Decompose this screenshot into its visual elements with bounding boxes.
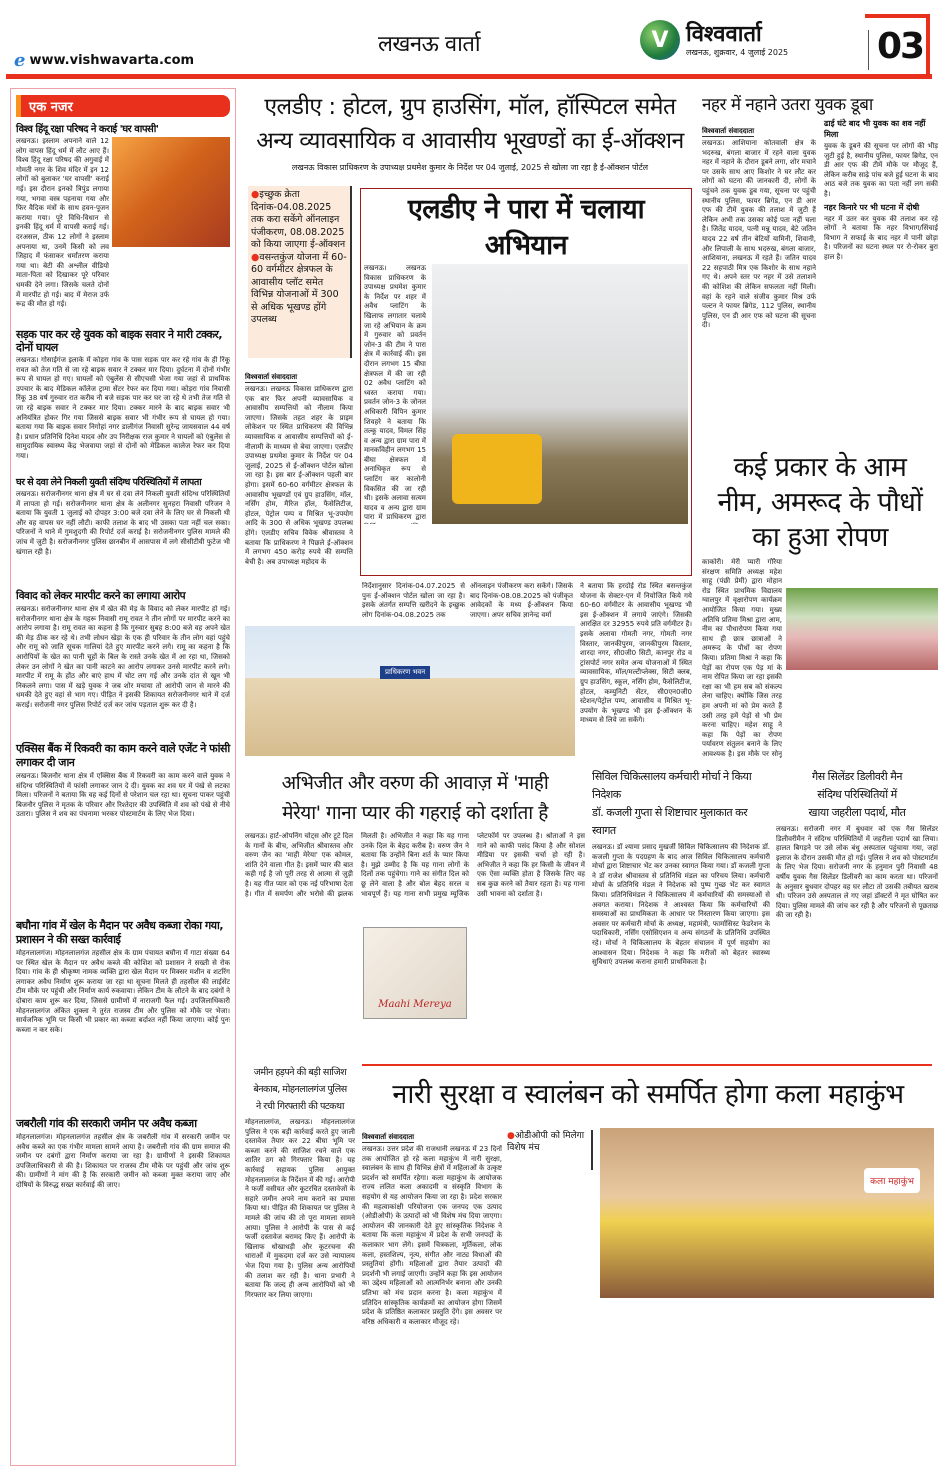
song-headline: अभिजीत और वरुण की आवाज़ में 'माही मेरेया' गाना प्यार की गहराई को दर्शाता है <box>281 772 549 824</box>
story-body: लखनऊ। सरोजनीनगर थाना क्षेत्र में घर से दवा लेने निकली युवती संदिग्ध परिस्थितियों में लापता हो गई। सरोजनीनगर थाना क्षेत्र के अलीनगर सुनहरा निवासी परिजन ने बताया कि युवती 1 जुलाई को दोपहर 3:00 बजे दवा लेने के लिए घर से निकली थी और वह वापस घर नहीं लौटी। काफी तलाश के बाद भी उसका पता नहीं चल सका। परिजनों ने थाने में गुमशुदगी की रिपोर्ट दर्ज कराई है। सरोजनीनगर पुलिस मामले की जांच में जुटी है। सरोजनीनगर पुलिस छानबीन में आसपास में लगे सीसीटीवी फुटेज भी खंगाल रही है। <box>16 490 230 556</box>
story-title: एक्सिस बैंक में रिकवरी का काम करने वाले एजेंट ने फांसी लगाकर दी जान <box>16 742 230 769</box>
highlight-item: ●इच्छुक क्रेता दिनांक-04.08.2025 तक करा सकेंगे ऑनलाइन पंजीकरण, 08.08.2025 को किया जाएगा ई-ऑक्शन <box>251 189 346 250</box>
drown-subhead: नहर किनारे पर भी घटना में दोषी <box>824 202 920 212</box>
song-story <box>245 832 585 1060</box>
lead-subtitle: लखनऊ विकास प्राधिकरण के उपाध्यक्ष प्रथमेश कुमार के निर्देश पर 04 जुलाई, 2025 से खोला जा रहा है ई-ऑक्शन पोर्टल <box>291 163 649 172</box>
plantation-body: काकोरी। मेरी प्यारी गौरैया संरक्षण समिति अध्यक्ष महेश साहू (पंछी प्रेमी) द्वारा मोहान रोड स्थित प्राथमिक विद्यालय ग्वालपुर में वृक्षारोपण कार्यक्रम आयोजित किया गया। मुख्य अतिथि प्रतिमा मिश्रा द्वारा आम, नीम का पौधारोपण किया गया साथ ही छात्र छात्राओं ने अमरूद के पौधों का रोपण किया। प्रतिमा मिश्रा ने कहा कि पेड़ों का रोपण एक पेड़ मां के नाम रोपित किया जा रहा इसकी रक्षा का भी हम सब को संकल्प लेना चाहिए। क्योंकि जिस तरह हम अपनी मां को प्रेम करते हैं उसी तरह हमें पेड़ों से भी प्रेम करना चाहिए। महेश साहू ने कहा कि पेड़ों का रोपण पर्यावरण संतुलन बनाने के लिए आवश्यक है। इस मौके पर सोनू <box>702 558 782 758</box>
story-title: विश्व हिंदू रक्षा परिषद ने कराई 'घर वापसी' <box>16 124 159 135</box>
brand-name: विश्ववार्ता <box>686 21 762 47</box>
story-body: मोहनलालगंज। मोहनलालगंज तहसील क्षेत्र के ग्राम पंचायत बघौना में गाटा संख्या 64 पर स्थित खेल के मैदान पर अवैध कब्जे की कोशिश को प्रशासन ने सख्ती से रोक दिया। गांव के ही श्रीकृष्ण नामक व्यक्ति द्वारा खेल मैदान पर मिक्सर मशीन व शटरिंग लगाकर अवैध निर्माण शुरू कराया जा रहा था सूचना मिलते ही तहसील की लाईसेंट टीम मौके पर पहुंची और निर्माण कार्य रुकवाया। लेकिन टीम के लौटने के बाद दबंगों ने दोबारा काम शुरू कर दिया, जिससे ग्रामीणों में नाराजगी फैल गई। उपजिलाधिकारी मोहनलालगंज अंकित शुक्ला ने तुरंत राजस्व टीम और पुलिस को मौके पर भेजा। सार्वजनिक भूमि पर किसी भी प्रकार का कब्जा बर्दाश्त नहीं किया जाएगा। कोई पुनः कब्जा न कर सके। <box>16 949 230 1034</box>
highlight-item: ●वसन्तकुंज योजना में 60-60 वर्गमीटर क्षेत्रफल के आवासीय प्लॉट समेत विभिन्न योजनाओं में 300 से अधिक भूखण्ड होंगे उपलब्ध <box>251 251 347 325</box>
civil-body: लखनऊ। डॉ श्यामा प्रसाद मुखर्जी सिविल चिकित्सालय की निदेशक डॉ. कजली गुप्ता के पदग्रहण के बाद आज सिविल चिकित्सालय कर्मचारी मोर्चा द्वारा शिष्टाचार भेंट कर उनका स्वागत किया गया। डॉ कजली गुप्ता ने डॉ राजेश श्रीवास्तव से प्रतिनिधि मंडल का परिचय लिया। कर्मचारी मोर्चा के प्रतिनिधि मंडल ने निदेशक को पुष्प गुच्छ भेंट कर स्वागत किया। प्रतिनिधिमंडल ने चिकित्सालय में कर्मचारियों की समस्याओं से अवगत कराया। निदेशक ने आश्वस्त किया कि कर्मचारियों की समस्याओं का प्राथमिकता के आधार पर निस्तारण किया जाएगा। इस अवसर पर कर्मचारी मोर्चा के अध्यक्ष, महामंत्री, फार्मासिस्ट फेडरेशन के पदाधिकारी, नर्सिंग एसोसिएशन व अन्य संगठनों के प्रतिनिधि उपस्थित रहे। मोर्चा ने चिकित्सालय के बेहतर संचालन में पूर्ण सहयोग का आश्वासन दिया। निदेशक ने कहा कि मरीजों को बेहतर स्वास्थ्य सुविधाएं उपलब्ध कराना हमारी प्राथमिकता है। <box>592 843 770 967</box>
plantation-headline: कई प्रकार के आम नीम, अमरूद के पौधों का हुआ रोपण <box>717 452 923 553</box>
story-body: मोहनलालगंज। मोहनलालगंज तहसील क्षेत्र के जबरौली गांव में सरकारी जमीन पर अवैध कब्जे का एक गंभीर मामला सामने आया है। जबरौली गांव की ग्राम समाज की जमीन पर दबंगों द्वारा निर्माण कराया जा रहा है। ग्रामीणों ने इसकी शिकायत उपजिलाधिकारी से की है। शिकायत पर राजस्व टीम मौके पर पहुंची और जांच शुरू की। ग्रामीणों ने मांग की है कि सरकारी जमीन को कब्जा मुक्त कराया जाए और दोषियों के विरुद्ध सख्त कार्रवाई की जाए। <box>16 1133 230 1189</box>
globe-v-logo-icon: V <box>640 20 680 60</box>
lda-building-photo <box>245 626 575 756</box>
civil-headline: डॉ. कजली गुप्ता से शिष्टाचार मुलाकात कर स्वागत <box>592 806 748 837</box>
land-body: मोहनलालगंज, लखनऊ। मोहनलालगंज पुलिस ने एक बड़ी कार्रवाई करते हुए जाली दस्तावेज तैयार कर 22 बीघा भूमि पर कब्जा करने की साजिश रचने वाले एक शातिर ठग को गिरफ्तार किया है। यह कार्रवाई सहायक पुलिस आयुक्त मोहनलालगंज के निर्देशन में की गई। आरोपी ने फर्जी वसीयत और कूटरचित दस्तावेजों के सहारे जमीन अपने नाम कराने का प्रयास किया था। पीड़ित की शिकायत पर पुलिस ने मामले की जांच की तो पूरा मामला सामने आया। पुलिस ने आरोपी के पास से कई फर्जी दस्तावेज बरामद किए हैं। आरोपी के खिलाफ धोखाधड़ी और कूटरचना की धाराओं में मुकदमा दर्ज कर उसे न्यायालय भेज दिया गया है। पुलिस अन्य आरोपियों की तलाश कर रही है। थाना प्रभारी ने बताया कि जल्द ही अन्य आरोपियों को भी गिरफ्तार कर लिया जाएगा। <box>245 1118 355 1299</box>
story-title: विवाद को लेकर मारपीट करने का लगाया आरोप <box>16 590 186 602</box>
section-title: लखनऊ वार्ता <box>378 32 481 57</box>
dateline: लखनऊ, शुक्रवार, 4 जुलाई 2025 <box>686 47 789 57</box>
lda-para-body-cont <box>364 526 688 600</box>
civil-headline: सिविल चिकित्सालय कर्मचारी मोर्चा ने किया निदेशक <box>592 770 752 801</box>
drown-story <box>702 118 938 438</box>
jcb-shape <box>452 434 542 504</box>
ek-nazar-badge: एक नजर <box>16 95 230 117</box>
odop-box: ●ओडीओपी को मिलेगा विशेष मंच <box>507 1130 593 1170</box>
story-title: घर से दवा लेने निकली युवती संदिग्ध परिस्थितियों में लापता <box>16 477 202 488</box>
kala-col1 <box>362 1124 502 1466</box>
story-body: लखनऊ। गोसाईगंज इलाके में कोड़रा गांव के पास सड़क पार कर रहे गांव के ही रिंकू रावत को तेज गति से जा रहे बाइक सवार ने टक्कर मार दिया। दुर्घटना में दोनों गंभीर रूप से घायल हो गए। घायलों को एंबुलेंस से सीएचसी भेजा गया जहां से प्राथमिक उपचार के बाद मेडिकल कॉलेज ट्रामा सेंटर रेफर कर दिया गया। कोड़रा गांव निवासी रिंकू 38 वर्ष गुरुवार रात करीब नौ बजे सड़क पार कर घर जा रहे थे तभी तेज गति से जा रहे बाइक सवार ने टक्कर मार दिया। टक्कर मारने के बाद बाइक सवार भी अनियंत्रित होकर गिर गया जिससे बाइक सवार भी गंभीर रूप से घायल हो गया। बताया गया कि बाइक सवार निगोहां नगर डालीगंज निवासी सुरेन्द्र जायसवाल 44 वर्ष है। प्रधान प्रतिनिधि दिनेश यादव और उप निरीक्षक राज कुमार ने घायलों को एंबुलेंस से सामुदायिक स्वास्थ्य केंद्र भेजवाया जहां से दोनों को मेडिकल कालेज रेफर कर दिया गया। <box>16 356 230 460</box>
lead-body: ऑनलाइन पंजीकरण करा सकेंगे। जिसके बाद दिनांक-08.08.2025 को पंजीकृत आवेदकों के मध्य ई-ऑक्शन किया जाएगा। अपर सचिव ज्ञानेन्द्र वर्मा <box>470 582 573 619</box>
bullet-dot-icon: ● <box>507 1131 515 1141</box>
story-body: लखनऊ। इस्लाम अपनाने वाले 12 लोग वापस हिंदू धर्म में लौट आए हैं। विश्व हिंदू रक्षा परिषद की अगुवाई में गोमती नगर के शिव मंदिर में इन 12 लोगों को बुलाकर 'घर वापसी' कराई गई। इस दौरान इनको त्रिपुंड लगाया गया, भगवा वस्त्र पहनाया गया और फिर वैदिक मंत्रों के साथ हवन-पूजन कराया गया। पूरे विधि-विधान से इनकी हिंदू धर्म में वापसी कराई गई। दरअसल, ठीक 12 लोगों ने इस्लाम अपनाया था, उनमें किसी को लव जिहाद में फंसाकर धर्मांतरण कराया गया था। बेटी की अश्लील वीडियो माता-पिता को दिखाकर पूरे परिवार धमकी देने लगा। जिसके चलते दोनों में मारपीट हो गई। बाद में मेराज उर्फ रूद्र की मौत हो गई। <box>16 137 109 309</box>
byline: विश्ववार्ता संवाददाता <box>702 127 755 135</box>
browser-e-icon: e <box>14 50 26 71</box>
plantation-story <box>702 558 938 758</box>
kala-body <box>507 1180 595 1466</box>
lead-body: ने बताया कि हरदोई रोड स्थित बसन्तकुंज योजना के सेक्टर-एन में नियोजित किये गये 60-60 वर्गमीटर के आवासीय भूखण्ड भी इस ई-ऑक्शन में लगाये जाएंगे। जिसकी आरक्षित दर 32955 रुपये प्रति वर्गमीटर है। इसके अलावा गोमती नगर, गोमती नगर विस्तार, जानकीपुरम, जानकीपुरम विस्तार, शारदा नगर, सी0जी0 सिटी, कानपुर रोड व ट्रांसपोर्ट नगर समेत अन्य योजनाओं में स्थित व्यावसायिक, मॉल/मल्टीप्लेक्स, सिटी क्लब, ग्रुप हाउसिंग, स्कूल, नर्सिंग होम, फैसेलिटीज, होटल, कम्युनिटी सेंटर, सी0एन0जी0 स्टेशन/पेट्रोल पम्प, आवासीय व मिश्रित भू-उपयोग के भूखण्ड भी इस ई-ऑक्शन के माध्यम से लिये जा सकेंगे। <box>580 582 692 725</box>
land-story: जमीन हड़पने की बड़ी साजिश बेनकाब, मोहनलालगंज पुलिस ने रची गिरफ्तारी की पटकथा मोहनलालगंज, लखनऊ। मोहनलालगंज पुलिस ने एक बड़ी कार्रवाई करते हुए जाली दस्तावेज तैयार कर 22 बीघा भूमि पर कब्जा करने की साजिश रचने वाले एक शातिर ठग को गिरफ्तार किया है। यह कार्रवाई सहायक पुलिस आयुक्त मोहनलालगंज के निर्देशन में की गई। आरोपी ने फर्जी वसीयत और कूटरचित दस्तावेजों के सहारे जमीन अपने नाम कराने का प्रयास किया था। पीड़ित की शिकायत पर पुलिस ने मामले की जांच की तो पूरा मामला सामने आया। पुलिस ने आरोपी के पास से कई फर्जी दस्तावेज बरामद किए हैं। आरोपी के खिलाफ धोखाधड़ी और कूटरचना की धाराओं में मुकदमा दर्ज कर उसे न्यायालय भेज दिया गया है। पुलिस अन्य आरोपियों की तलाश कर रही है। थाना प्रभारी ने बताया कि जल्द ही अन्य आरोपियों को भी गिरफ्तार कर लिया जाएगा। <box>245 1064 355 1466</box>
gas-body: लखनऊ। सरोजनी नगर में बुधवार को एक गैस सिलेंडर डिलीवरीमैन ने संदिग्ध परिस्थितियों में जहरीला पदार्थ खा लिया। हालत बिगड़ने पर उसे लोक बंधु अस्पताल पहुंचाया गया, जहां इलाज के दौरान उसकी मौत हो गई। पुलिस ने शव को पोस्टमार्टम के लिए भेज दिया। सरोजनी नगर के हनुमान पुरी निवासी 48 वर्षीय युवक गैस सिलेंडर डिलीवरी का काम करता था। परिजनों के अनुसार बुधवार दोपहर वह घर लौटा तो उसकी तबीयत खराब थी। परिजन उसे अस्पताल ले गए जहां डॉक्टरों ने मृत घोषित कर दिया। पुलिस मामले की जांच कर रही है और परिजनों से पूछताछ की जा रही है। <box>776 825 938 920</box>
masthead-logo <box>640 20 788 60</box>
civil-story <box>592 768 770 1060</box>
drown-body: नहर में उतर कर युवक की तलाश कर रहे लोगों ने बताया कि नहर विभाग/सिंचाई विभाग ने सफाई के बाद नहर में पानी छोड़ा है। परिजनों का घटना स्थल पर रो-रोकर बुरा हाल है। <box>824 214 938 261</box>
page-number-box <box>865 14 930 74</box>
highlights-box <box>248 186 352 358</box>
story-title: जबरौली गांव की सरकारी जमीन पर अवैध कब्जा <box>16 1117 197 1130</box>
story-body: लखनऊ। सरोजनीनगर थाना क्षेत्र में खेत की मेड़ के विवाद को लेकर मारपीट हो गई। सरोजनीनगर थाना क्षेत्र के गहरू निवासी रामू रावत ने तीन लोगों पर मारपीट करने का आरोप लगाया है। रामू रावत का कहना है कि गुरुवार सुबह 8:00 बजे वह अपने खेत की मेड़ ठीक कर रहे थे। तभी लोधन खेड़ा के एक ही परिवार के तीन लोग वहां पहुंचे और रामू को जाति सूचक गालियां देते हुए मारपीट करने लगे। रामू का कहना है कि आरोपियों के खेत का पानी चूहों के बिल के रास्ते उनके खेत में आ रहा था, जिसको लेकर उन लोगों ने खेत का पानी काटने का आरोप लगाकर उनसे मारपीट करने लगे। मारपीट में रामू के होंठ और बाएं हाथ में चोट लग गई और उनके दांत से खून भी निकलने लगा। पास में खड़े युवक ने जब शोर मचाया तो आरोपी जान से मारने की धमकी देते हुए वहां से भाग गए। पीड़ित ने इसकी शिकायत सरोजनीनगर थाने में दर्ज कराई। सरोजनी नगर पुलिस रिपोर्ट दर्ज कर जांच पड़ताल शुरू कर दी है। <box>16 605 230 709</box>
kala-rule <box>362 1064 932 1066</box>
bullet-dot-icon: ● <box>251 189 260 200</box>
ghar-wapsi-photo <box>112 137 230 247</box>
gas-story: गैस सिलेंडर डिलीवरी मैन संदिग्ध परिस्थितियों में खाया जहरीला पदार्थ, मौत लखनऊ। सरोजनी नगर में बुधवार को एक गैस सिलेंडर डिलीवरीमैन ने संदिग्ध परिस्थितियों में जहरीला पदार्थ खा लिया। हालत बिगड़ने पर उसे लोक बंधु अस्पताल पहुंचाया गया, जहां इलाज के दौरान उसकी मौत हो गई। पुलिस ने शव को पोस्टमार्टम के लिए भेज दिया। सरोजनी नगर के हनुमान पुरी निवासी 48 वर्षीय युवक गैस सिलेंडर डिलीवरी का काम करता था। परिजनों के अनुसार बुधवार दोपहर वह घर लौटा तो उसकी तबीयत खराब थी। परिजन उसे अस्पताल ले गए जहां डॉक्टरों ने मृत घोषित कर दिया। पुलिस मामले की जांच कर रही है और परिजनों से पूछताछ की जा रही है। <box>776 768 938 1060</box>
lda-para-headline: एलडीए ने पारा में चलाया अभियान <box>407 194 645 261</box>
header-rule <box>6 74 932 79</box>
kala-event-photo <box>600 1128 934 1298</box>
lda-para-body: लखनऊ। लखनऊ विकास प्राधिकरण के उपाध्यक्ष प्रथमेश कुमार के निर्देश पर शहर में अवैध प्लाटिंग के खिलाफ लगातार चलाये जा रहे अभियान के क्रम में गुरुवार को प्रवर्तन जोन-3 की टीम ने पारा क्षेत्र में कार्रवाई की। इस दौरान लगभग 15 बीघा क्षेत्रफल में की जा रही 02 अवैध प्लाटिंग को ध्वस्त कराया गया। प्रवर्तन जोन-3 के जोनल अधिकारी विपिन कुमार शिवहरे ने बताया कि तल्कू यादव, विमल सिंह व अन्य द्वारा ग्राम पारा में मानकविहीन लगभग 15 बीघा क्षेत्रफल में अनाधिकृत रूप से प्लाटिंग कर कालोनी विकसित की जा रही थी। इसके अलावा सत्यम यादव व अन्य द्वारा ग्राम पारा में प्राधिकरण द्वारा <box>364 264 426 522</box>
bullet-dot-icon: ● <box>251 251 260 263</box>
drown-headline: नहर में नहाने उतरा युवक डूबा <box>702 95 873 115</box>
kala-headline: नारी सुरक्षा व स्वालंबन को समर्पित होगा कला महाकुंभ <box>392 1079 904 1110</box>
site-link[interactable]: e www.vishwavarta.com <box>14 50 195 71</box>
lead-body-col1 <box>245 364 353 654</box>
lead-headline: एलडीए : होटल, ग्रुप हाउसिंग, मॉल, हॉस्पिटल समेत अन्य व्यावसायिक व आवासीय भूखण्डों का ई-ऑक्शन <box>256 94 684 154</box>
lda-para-box <box>360 188 692 576</box>
song-body: लखनऊ। हार्ट-ओपनिंग चोट्स और टूटे दिल के गानों के बीच, अभिजीत श्रीवास्तव और वरुण जैन का 'माही मेरेया' एक कोमल, शांति देने वाला गीत है। इसमें प्यार की बात कही गई है जो पूरी तरह से आत्मा से जुड़ी है। यह गीत प्यार को एक नई परिभाषा देता है। गीत में समर्पण और भरोसे की झलक मिलती है। अभिजीत ने कहा कि यह गाना उनके दिल के बेहद करीब है। वरुण जैन ने बताया कि उन्होंने बिना शर्त के प्यार किया है। मुझे उम्मीद है कि यह गाना लोगों के दिलों तक पहुंचेगा। गाने का संगीत दिल को छू लेने वाला है और बोल बेहद सरल व भावपूर्ण हैं। यह गाना सभी प्रमुख म्यूजिक प्लेटफॉर्म पर उपलब्ध है। श्रोताओं ने इस गाने को काफी पसंद किया है और सोशल मीडिया पर इसकी चर्चा हो रही है। अभिजीत ने कहा कि हर किसी के जीवन में एक ऐसा व्यक्ति होता है जिसके लिए वह सब कुछ करने को तैयार रहता है। यह गाना उसी भावना को दर्शाता है। <box>245 832 585 898</box>
drown-body: युवक के डूबने की सूचना पर लोगों की भीड़ जुटी हुई है, स्थानीय पुलिस, फायर ब्रिगेड, एन डी आर एफ की टीमें मौके पर मौजूद हैं, लेकिन करीब साढ़े पांच बजे हुई घटना के बाद आठ बजे तक युवक का पता नहीं लग सकी है। <box>824 142 938 198</box>
story-body: लखनऊ। बिजनौर थाना क्षेत्र में एक्सिस बैंक में रिकवरी का काम करने वाले युवक ने संदिग्ध परिस्थितियों में फांसी लगाकर जान दे दी। युवक का शव घर में पंखे से लटका मिला। परिजनों ने बताया कि वह कई दिनों से परेशान चल रहा था। सूचना पाकर पहुंची बिजनौर पुलिस ने मृतक के परिवार और रिश्तेदार की उपस्थिति में शव को पंखे से नीचे उतारा। पुलिस ने शव का पंचनामा भरकर पोस्टमार्टम के लिए भेज दिया। <box>16 772 230 819</box>
drown-subhead: ढाई घंटे बाद भी युवक का शव नहीं मिला <box>824 119 926 139</box>
byline: विश्ववार्ता संवाददाता <box>362 1133 415 1141</box>
drown-body: लखनऊ। आशियाना कोतवाली क्षेत्र के भदरुख, बंगला बाजार में रहने वाला युवक नहर में नहाने के दौरान डूबने लगा, शोर मचाने पर उसके साथ आए किशोर ने घर लौट कर लोगों को घटना की जानकारी दी, लोगों के पहुंचने तक युवक डूब गया, सूचना पर पहुंची स्थानीय पुलिस, फायर ब्रिगेड, एन डी आर एफ की टीमें युवक की तलाश में जुटी हैं लेकिन अभी तक उसका कोई पता नहीं चला है। जितेंद्र यादव, पत्नी मन्नू यादव, बेटे जतिन यादव 22 वर्ष तीन बेटियों यामिनी, शिवानी, और लिपाली के साथ भदरुख, बंगला बाजार, आशियाना, लखनऊ में रहते हैं। जतिन यादव 22 सहपाठी मित्र एक किशोर के साथ नहाने गए थे। अपने स्तर पर नहर में उसे तलाशने की कोशिश की लेकिन सफलता नहीं मिली। वहां के रहने वाले संजीव कुमार मिश्र उर्फ पल्टन ने फायर ब्रिगेड, 112 पुलिस, स्थानीय पुलिस, एन डी आर एफ को घटना की सूचना दी। <box>702 139 816 330</box>
lead-body: निर्देशानुसार दिनांक-04.07.2025 से पुनः ई-ऑक्शन पोर्टल खोला जा रहा है। इसके अंतर्गत सम्पत्ति खरीदने के इच्छुक लोग दिनांक-04.08.2025 तक <box>362 582 465 619</box>
building-sign: प्राधिकरण भवन <box>380 666 430 679</box>
story-title: सड़क पार कर रहे युवक को बाइक सवार ने मारी टक्कर, दोनों घायल <box>16 328 223 354</box>
bulldozer-photo <box>432 264 688 524</box>
poster-title: Maahi Mereya <box>378 999 452 1010</box>
story-title: बघौना गांव में खेल के मैदान पर अवैध कब्जा रोका गया, प्रशासन ने की सख्त कार्रवाई <box>16 919 224 946</box>
left-column <box>10 88 236 1466</box>
song-poster <box>363 927 467 1019</box>
kala-banner: कला महाकुंभ <box>864 1168 920 1193</box>
page-number: 03 <box>877 26 924 67</box>
kala-body <box>600 1304 934 1464</box>
lead-body: लखनऊ। लखनऊ विकास प्राधिकरण द्वारा एक बार फिर अपनी व्यावसायिक व आवासीय सम्पत्तियों को नीलाम किया जाएगा। जिसके तहत शहर के प्राइम लोकेशन पर स्थित प्राधिकरण की विभिन्न व्यावसायिक व आवासीय सम्पत्तियों को ई-नीलामी के माध्यम से बेचा जाएगा। एलडीए उपाध्यक्ष प्रथमेश कुमार के निर्देश पर 04 जुलाई, 2025 से ई-ऑक्शन पोर्टल खोला जा रहा है। इस बार ई-ऑक्शन पहली बार होगा। इसमें 60-60 वर्गमीटर क्षेत्रफल के आवासीय भूखण्डों एवं ग्रुप हाउसिंग, मॉल, नर्सिंग होम, मैरिज हॉल, फैसेलिटीज, होटल, पेट्रोल पम्प व मिश्रित भू-उपयोग आदि के 300 से अधिक भूखण्ड उपलब्ध होंगे। एलडीए सचिव विवेक श्रीवास्तव ने बताया कि प्राधिकरण ने पिछले ई-ऑक्शन में लगभग 450 करोड़ रुपये की सम्पत्ति बेची है। अब उपाध्यक्ष महोदय के <box>245 385 353 566</box>
byline: विश्ववार्ता संवाददाता <box>245 373 298 381</box>
plantation-photo <box>786 588 938 670</box>
kala-body: लखनऊ। उत्तर प्रदेश की राजधानी लखनऊ में 23 दिनों तक आयोजित हो रहे कला महाकुंभ में नारी सुरक्षा, स्वालंबन के साथ ही विभिन्न क्षेत्रों में महिलाओं के उत्कृष्ट प्रदर्शन को समर्पित रहेगा। कला महाकुंभ के आयोजक राज्य ललित कला अकादमी व संस्कृति विभाग के सहयोग से यह आयोजन किया जा रहा है। प्रदेश सरकार की महत्वाकांक्षी परियोजना एक जनपद एक उत्पाद (ओडीओपी) के उत्पादों को भी विशेष मंच दिया जाएगा। आयोजन की जानकारी देते हुए सांस्कृतिक निदेशक ने बताया कि कला महाकुंभ में प्रदेश के सभी जनपदों के कलाकार भाग लेंगे। इसमें चित्रकला, मूर्तिकला, लोक कला, हस्तशिल्प, नृत्य, संगीत और नाट्य विधाओं की प्रस्तुतियां होंगी। महिलाओं द्वारा तैयार उत्पादों की प्रदर्शनी भी लगाई जाएगी। उन्होंने कहा कि इस आयोजन का उद्देश्य महिलाओं को आत्मनिर्भर बनाना और उनकी प्रतिभा को मंच प्रदान करना है। कला महाकुंभ में प्रतिदिन सांस्कृतिक कार्यक्रमों का आयोजन होगा जिसमें प्रदेश के प्रतिष्ठित कलाकार प्रस्तुति देंगे। इस अवसर पर वरिष्ठ अधिकारी व कलाकार मौजूद रहे। <box>362 1145 502 1326</box>
